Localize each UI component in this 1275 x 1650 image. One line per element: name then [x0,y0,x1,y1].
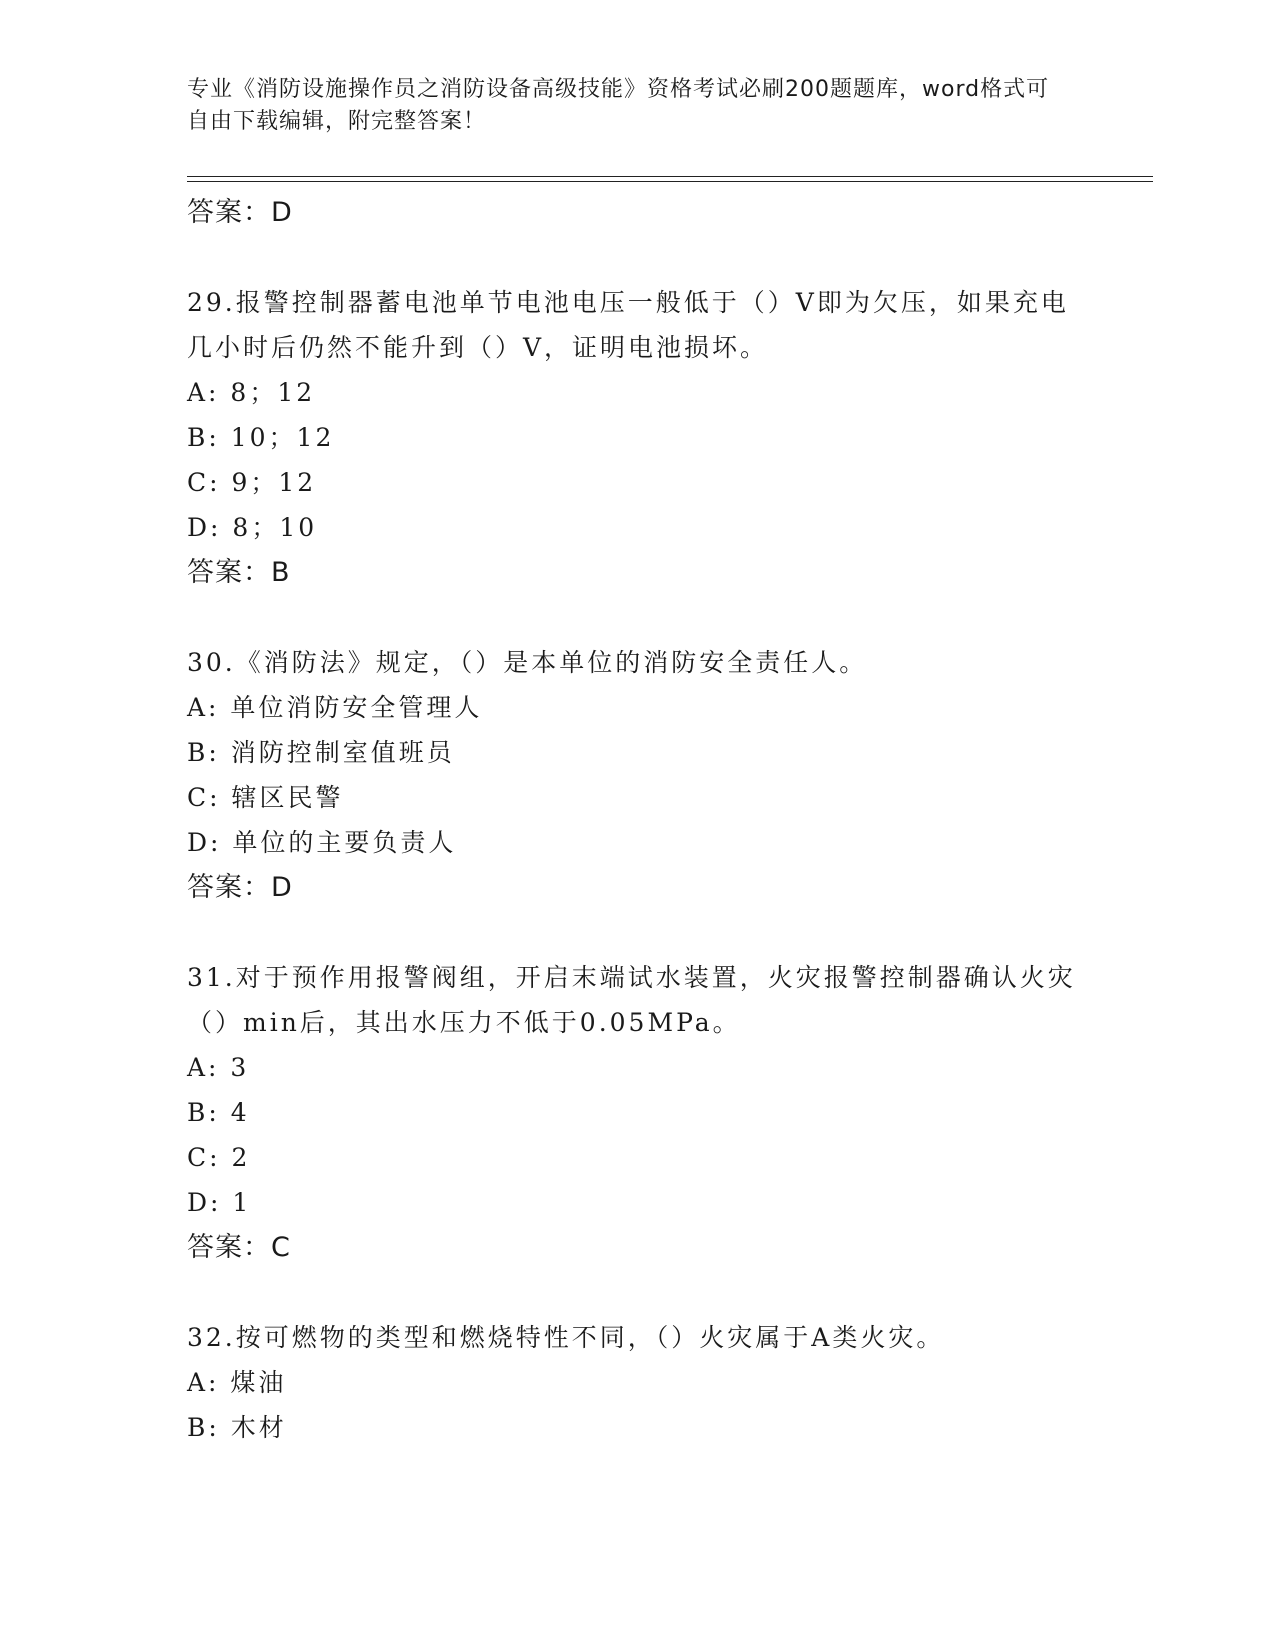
question-list [187,190,1087,1450]
answer-line: 答案：D [187,197,293,228]
option-c: C: 辖区民警 [187,783,344,812]
question-block [187,640,1087,910]
document-header: 专业《消防设施操作员之消防设备高级技能》资格考试必刷200题题库，word格式可自由下载编辑，附完整答案！ [187,77,1050,134]
option-d: D: 1 [187,1188,252,1217]
answer-line: 答案：C [187,1232,291,1263]
option-a: A: 8；12 [187,378,316,407]
option-b: B: 4 [187,1098,250,1127]
option-b: B: 消防控制室值班员 [187,738,455,767]
option-a: A: 3 [187,1053,250,1082]
option-c: C: 9；12 [187,468,317,497]
option-b: B: 10；12 [187,423,335,452]
question-text: 32.按可燃物的类型和燃烧特性不同，（）火灾属于A类火灾。 [187,1323,945,1352]
question-text: 30.《消防法》规定，（）是本单位的消防安全责任人。 [187,648,868,677]
answer-line: 答案：B [187,557,291,588]
option-a: A: 煤油 [187,1368,287,1397]
answer-line: 答案：D [187,872,293,903]
question-block [187,955,1087,1270]
question-block [187,280,1087,595]
option-a: A: 单位消防安全管理人 [187,693,483,722]
option-b: B: 木材 [187,1413,287,1442]
header-divider-bottom [187,181,1153,182]
option-c: C: 2 [187,1143,251,1172]
question-block [187,1315,1087,1450]
question-text: 31.对于预作用报警阀组，开启末端试水装置，火灾报警控制器确认火灾（）min后，其出水压力不低于0.05MPa。 [187,963,1076,1037]
option-d: D: 单位的主要负责人 [187,828,457,857]
option-d: D: 8；10 [187,513,318,542]
header-divider-top [187,176,1153,177]
question-text: 29.报警控制器蓄电池单节电池电压一般低于（）V即为欠压，如果充电几小时后仍然不能升到（）V，证明电池损坏。 [187,288,1069,362]
